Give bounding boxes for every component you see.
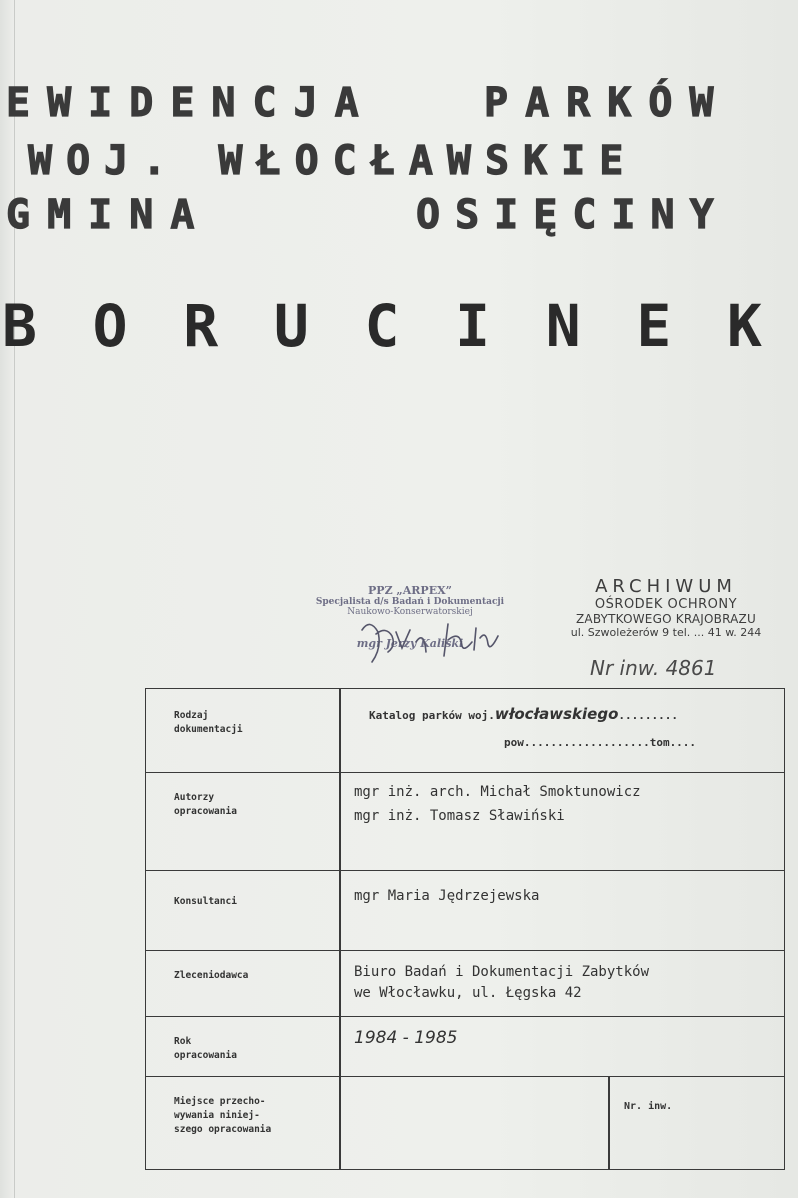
table-row-client xyxy=(146,951,784,1017)
title-letter: C xyxy=(364,292,400,360)
header-commune-name: OSIĘCINY xyxy=(416,192,729,238)
header-evidence-word: EWIDENCJA xyxy=(6,80,376,126)
row-value-nr-inv: Nr. inw. xyxy=(624,1101,673,1112)
storage-column-divider xyxy=(608,1077,610,1169)
header-parks-word: PARKÓW xyxy=(484,80,731,126)
row-label-client: Zleceniodawca xyxy=(174,970,249,981)
title-letter: R xyxy=(183,292,219,360)
catalog-prefix: Katalog parków woj. xyxy=(369,709,495,722)
header-voivodeship: WOJ. WŁOCŁAWSKIE xyxy=(28,138,638,184)
inventory-number-handwritten: Nr inw. 4861 xyxy=(590,656,717,680)
catalog-voivodeship-hand: włocławskiego xyxy=(494,705,619,723)
table-row-doc-type xyxy=(146,689,784,773)
row-value-client-1: Biuro Badań i Dokumentacji Zabytków xyxy=(354,964,650,980)
title-letter: K xyxy=(727,292,762,360)
title-letter: I xyxy=(455,292,491,360)
stamp-archive-line-3: ZABYTKOWEGO KRAJOBRAZU xyxy=(576,612,756,626)
stamp-arpex-line-2: Specjalista d/s Badań i Dokumentacji xyxy=(315,597,505,607)
stamp-arpex-line-1: PPZ „ARPEX” xyxy=(368,584,452,597)
table-row-consultants xyxy=(146,871,784,951)
row-label-consultants: Konsultanci xyxy=(174,896,237,907)
stamp-arpex-line-3: Naukowo-Konserwatorskiej xyxy=(347,607,473,617)
documentation-table xyxy=(145,688,785,1170)
document-title xyxy=(2,292,762,360)
row-value-year-hand: 1984 - 1985 xyxy=(354,1028,458,1048)
row-value-doc-type-line-2: pow...................tom.... xyxy=(504,736,697,749)
title-letter: O xyxy=(92,292,128,360)
row-value-author-1: mgr inż. arch. Michał Smoktunowicz xyxy=(354,784,641,800)
header-commune-word: GMINA xyxy=(6,192,212,238)
row-value-doc-type-line-1 xyxy=(369,703,678,727)
row-value-consultant: mgr Maria Jędrzejewska xyxy=(354,888,540,904)
title-letter: E xyxy=(636,292,672,360)
row-label-authors: Autorzy opracowania xyxy=(174,792,237,817)
title-letter: B xyxy=(2,292,37,360)
catalog-dots: ......... xyxy=(618,709,678,722)
row-label-year: Rok opracowania xyxy=(174,1036,237,1061)
stamp-archive xyxy=(556,576,776,639)
table-row-year xyxy=(146,1017,784,1077)
signature-scribble xyxy=(352,612,502,668)
table-row-storage xyxy=(146,1077,784,1169)
row-value-client-2: we Włocławku, ul. Łęgska 42 xyxy=(354,985,582,1001)
row-value-author-2: mgr inż. Tomasz Sławiński xyxy=(354,808,565,824)
page-edge-line xyxy=(14,0,15,1198)
table-row-authors xyxy=(146,773,784,871)
row-label-doc-type: Rodzaj dokumentacji xyxy=(174,710,243,735)
row-label-storage: Miejsce przecho- wywania niniej- szego opracowania xyxy=(174,1096,272,1135)
stamp-archive-line-1: ARCHIWUM xyxy=(595,576,737,597)
stamp-archive-line-2: OŚRODEK OCHRONY xyxy=(594,597,738,612)
stamp-arpex-line-4: mgr Jerzy Kaliski xyxy=(356,637,464,650)
title-letter: U xyxy=(273,292,309,360)
title-letter: N xyxy=(545,292,581,360)
stamp-archive-line-4: ul. Szwoleżerów 9 tel. ... 41 w. 244 xyxy=(570,626,762,639)
